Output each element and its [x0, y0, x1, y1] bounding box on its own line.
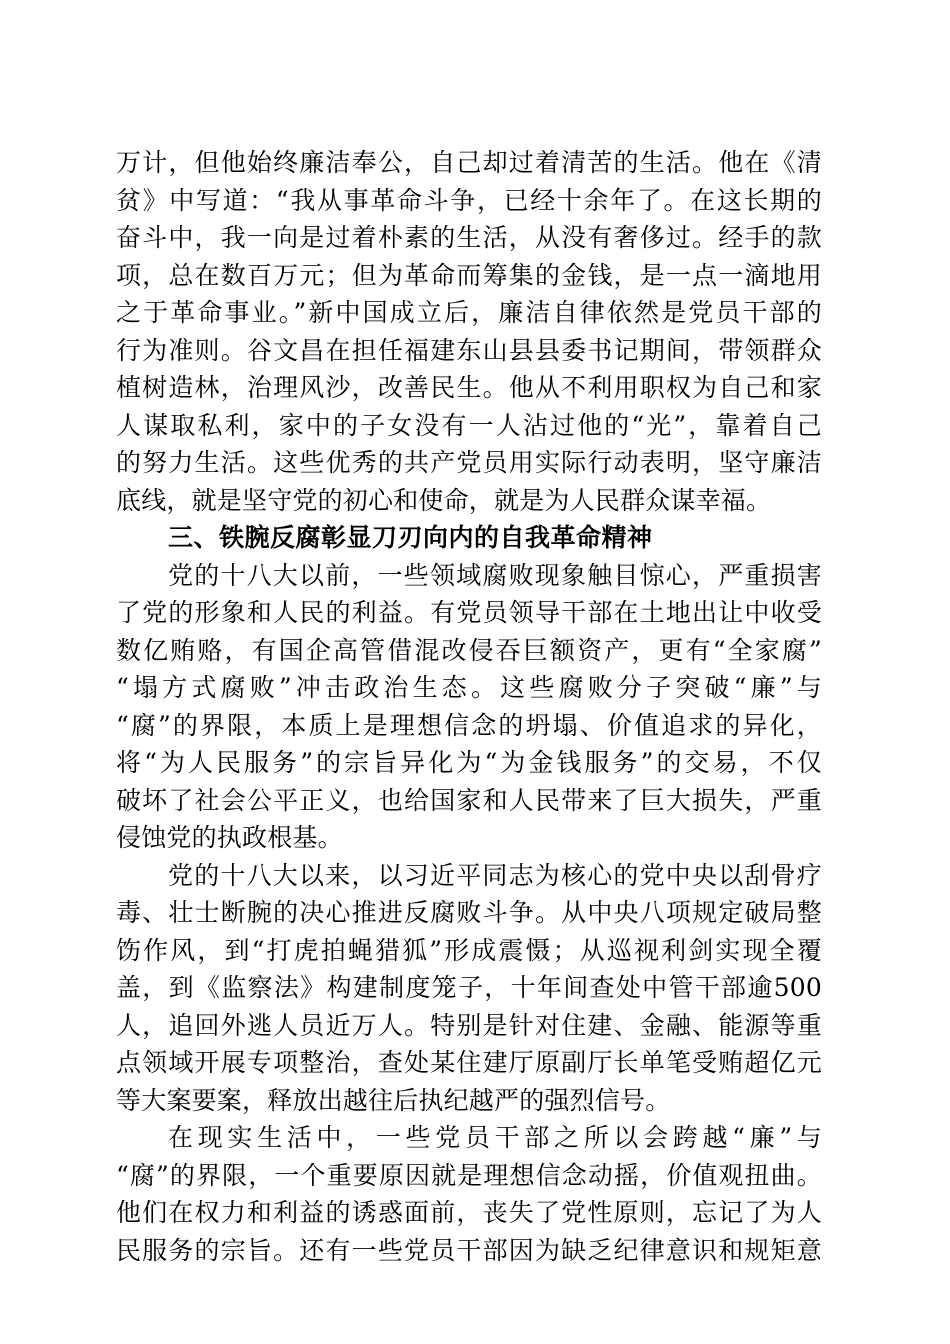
text-line: 他们在权力和利益的诱惑面前，丧失了党性原则，忘记了为人 — [116, 1198, 822, 1227]
text-line: 侵蚀党的执政根基。 — [116, 823, 343, 852]
text-line: “腐”的界限，一个重要原因就是理想信念动摇，价值观扭曲。 — [116, 1160, 822, 1190]
text-line: 在现实生活中，一些党员干部之所以会跨越“廉”与 — [168, 1123, 822, 1152]
text-line: 之于革命事业。”新中国成立后，廉洁自律依然是党员干部的 — [116, 298, 822, 327]
text-line: 奋斗中，我一向是过着朴素的生活，从没有奢侈过。经手的款 — [116, 223, 822, 252]
text-line: 毒、壮士断腕的决心推进反腐败斗争。从中央八项规定破局整 — [116, 898, 822, 927]
text-line: 点领域开展专项整治，查处某住建厅原副厅长单笔受贿超亿元 — [116, 1048, 822, 1077]
text-line: 的努力生活。这些优秀的共产党员用实际行动表明，坚守廉洁 — [116, 448, 822, 477]
text-line: 人，追回外逃人员近万人。特别是针对住建、金融、能源等重 — [116, 1010, 822, 1040]
paragraph-3 — [116, 857, 822, 1120]
text-line: 行为准则。谷文昌在担任福建东山县县委书记期间，带领群众 — [116, 335, 822, 365]
text-line: 项，总在数百万元；但为革命而筹集的金钱，是一点一滴地用 — [116, 260, 822, 290]
paragraph-1 — [116, 144, 822, 519]
document-body — [116, 144, 822, 1269]
text-line: 人谋取私利，家中的子女没有一人沾过他的“光”，靠着自己 — [116, 410, 822, 440]
text-line: 底线，就是坚守党的初心和使命，就是为人民群众谋幸福。 — [116, 485, 772, 515]
text-line: 万计，但他始终廉洁奉公，自己却过着清苦的生活。他在《清 — [116, 148, 822, 177]
text-line: 贫》中写道：“我从事革命斗争，已经十余年了。在这长期的 — [116, 185, 822, 215]
paragraph-4 — [116, 1119, 822, 1269]
text-line: 将“为人民服务”的宗旨异化为“为金钱服务”的交易，不仅 — [116, 748, 822, 777]
text-line: 民服务的宗旨。还有一些党员干部因为缺乏纪律意识和规矩意 — [116, 1235, 822, 1265]
text-line: 等大案要案，释放出越往后执纪越严的强烈信号。 — [116, 1085, 671, 1115]
text-line: 盖，到《监察法》构建制度笼子，十年间查处中管干部逾500 — [116, 973, 822, 1002]
text-line: 破坏了社会公平正义，也给国家和人民带来了巨大损失，严重 — [116, 785, 822, 815]
text-line: “腐”的界限，本质上是理想信念的坍塌、价值追求的异化， — [116, 710, 822, 740]
section-heading-3: 三、铁腕反腐彰显刀刃向内的自我革命精神 — [168, 523, 653, 552]
text-line: 饬作风，到“打虎拍蝇猎狐”形成震慑；从巡视利剑实现全覆 — [116, 935, 822, 965]
text-line: 植树造林，治理风沙，改善民生。他从不利用职权为自己和家 — [116, 373, 822, 402]
text-line: 了党的形象和人民的利益。有党员领导干部在土地出让中收受 — [116, 598, 822, 627]
text-line: 数亿贿赂，有国企高管借混改侵吞巨额资产，更有“全家腐” — [116, 635, 822, 665]
text-line: 党的十八大以前，一些领域腐败现象触目惊心，严重损害 — [168, 560, 822, 590]
text-line: 党的十八大以来，以习近平同志为核心的党中央以刮骨疗 — [168, 860, 822, 890]
text-line: “塌方式腐败”冲击政治生态。这些腐败分子突破“廉”与 — [116, 673, 822, 702]
paragraph-2 — [116, 557, 822, 857]
